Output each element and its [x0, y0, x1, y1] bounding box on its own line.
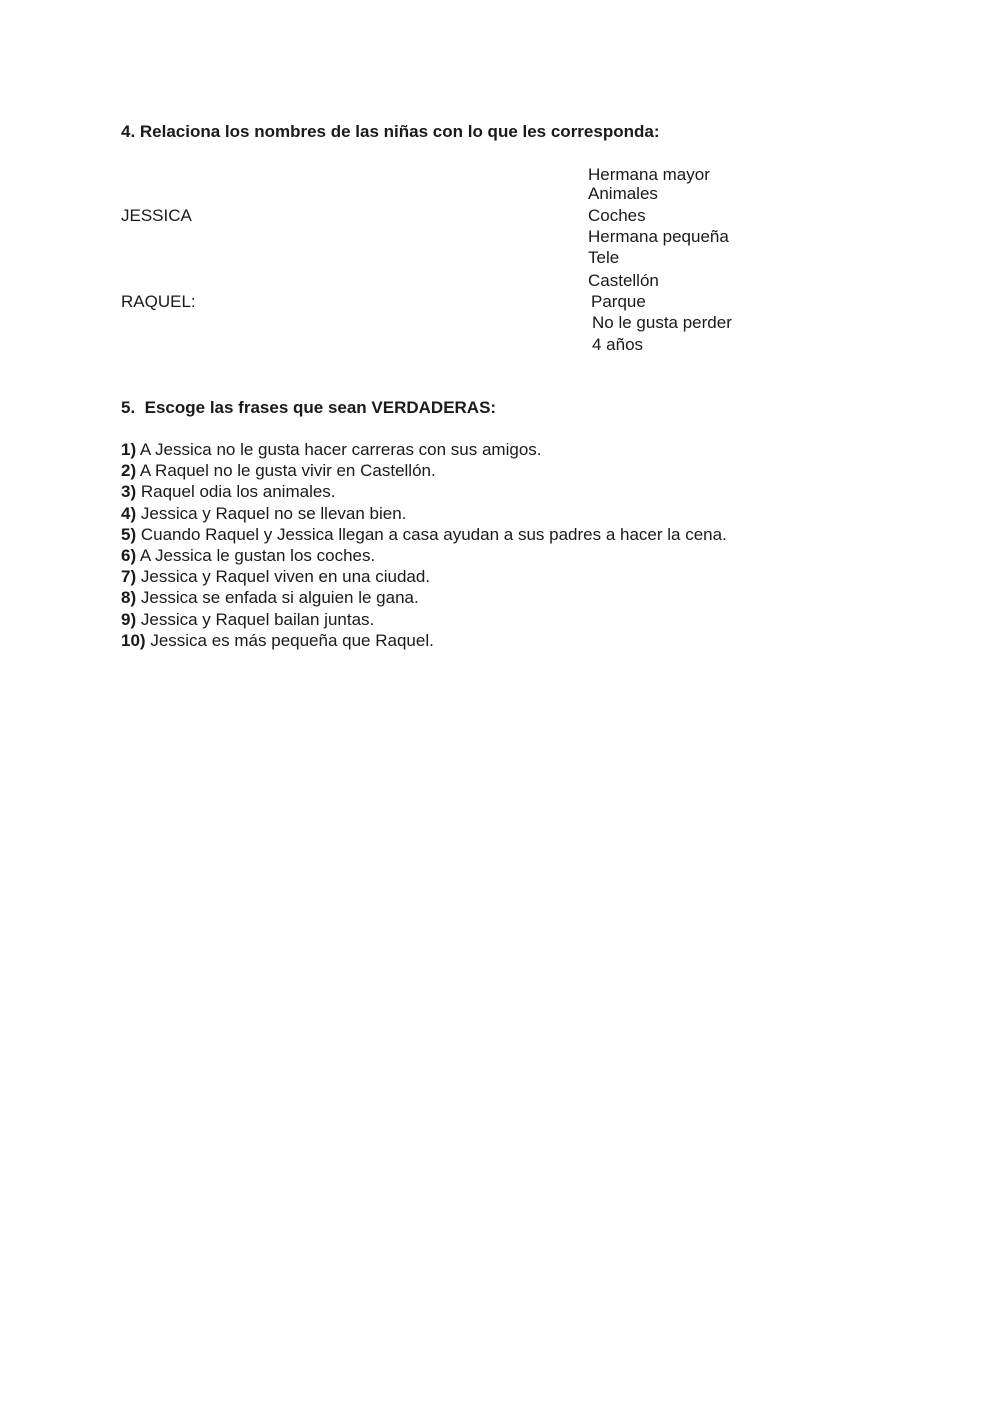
option-castellon: Castellón [588, 271, 659, 290]
option-no-le-gusta-perder: No le gusta perder [592, 313, 732, 332]
statement-text: Jessica y Raquel no se llevan bien. [140, 503, 407, 523]
statement-item [121, 524, 727, 545]
option-4-anos: 4 años [592, 335, 644, 354]
statement-text: Cuando Raquel y Jessica llegan a casa ayudan a sus padres a hacer la cena. [140, 524, 727, 544]
statement-number: 7) [121, 567, 137, 587]
statement-text: Jessica es más pequeña que Raquel. [150, 630, 434, 650]
statement-number: 9) [121, 609, 137, 629]
statement-text: Jessica y Raquel bailan juntas. [140, 609, 375, 629]
statement-number: 10) [121, 630, 146, 650]
name-raquel: RAQUEL: [121, 292, 196, 311]
exercise-4-title: 4. Relaciona los nombres de las niñas con lo que les corresponda: [121, 122, 660, 141]
option-tele: Tele [588, 248, 620, 267]
statement-number: 2) [121, 461, 137, 481]
statement-text: A Raquel no le gusta vivir en Castellón. [139, 461, 436, 481]
statement-item [121, 439, 727, 460]
option-coches: Coches [588, 206, 646, 225]
option-parque: Parque [591, 292, 646, 311]
name-jessica: JESSICA [121, 206, 192, 225]
statement-item [121, 545, 727, 566]
statement-number: 3) [121, 482, 137, 502]
statement-text: A Jessica no le gusta hacer carreras con sus amigos. [139, 440, 542, 459]
option-animales: Animales [588, 184, 658, 203]
statement-item [121, 587, 727, 608]
statement-number: 6) [121, 546, 137, 566]
statement-number: 1) [121, 440, 137, 459]
statement-text: Raquel odia los animales. [140, 482, 336, 502]
statement-text: Jessica se enfada si alguien le gana. [140, 588, 419, 608]
statement-text: Jessica y Raquel viven en una ciudad. [140, 567, 431, 587]
statement-number: 5) [121, 524, 137, 544]
statement-item [121, 566, 727, 587]
statement-item [121, 460, 727, 481]
statement-item [121, 481, 727, 502]
statement-list [121, 439, 727, 651]
statement-text: A Jessica le gustan los coches. [139, 546, 376, 566]
statement-number: 4) [121, 503, 137, 523]
statement-item [121, 630, 727, 651]
statement-item [121, 609, 727, 630]
statement-item [121, 503, 727, 524]
option-hermana-pequena: Hermana pequeña [588, 227, 729, 246]
exercise-5-title: 5. Escoge las frases que sean VERDADERAS: [121, 398, 497, 417]
statement-number: 8) [121, 588, 137, 608]
option-hermana-mayor: Hermana mayor [588, 165, 710, 184]
